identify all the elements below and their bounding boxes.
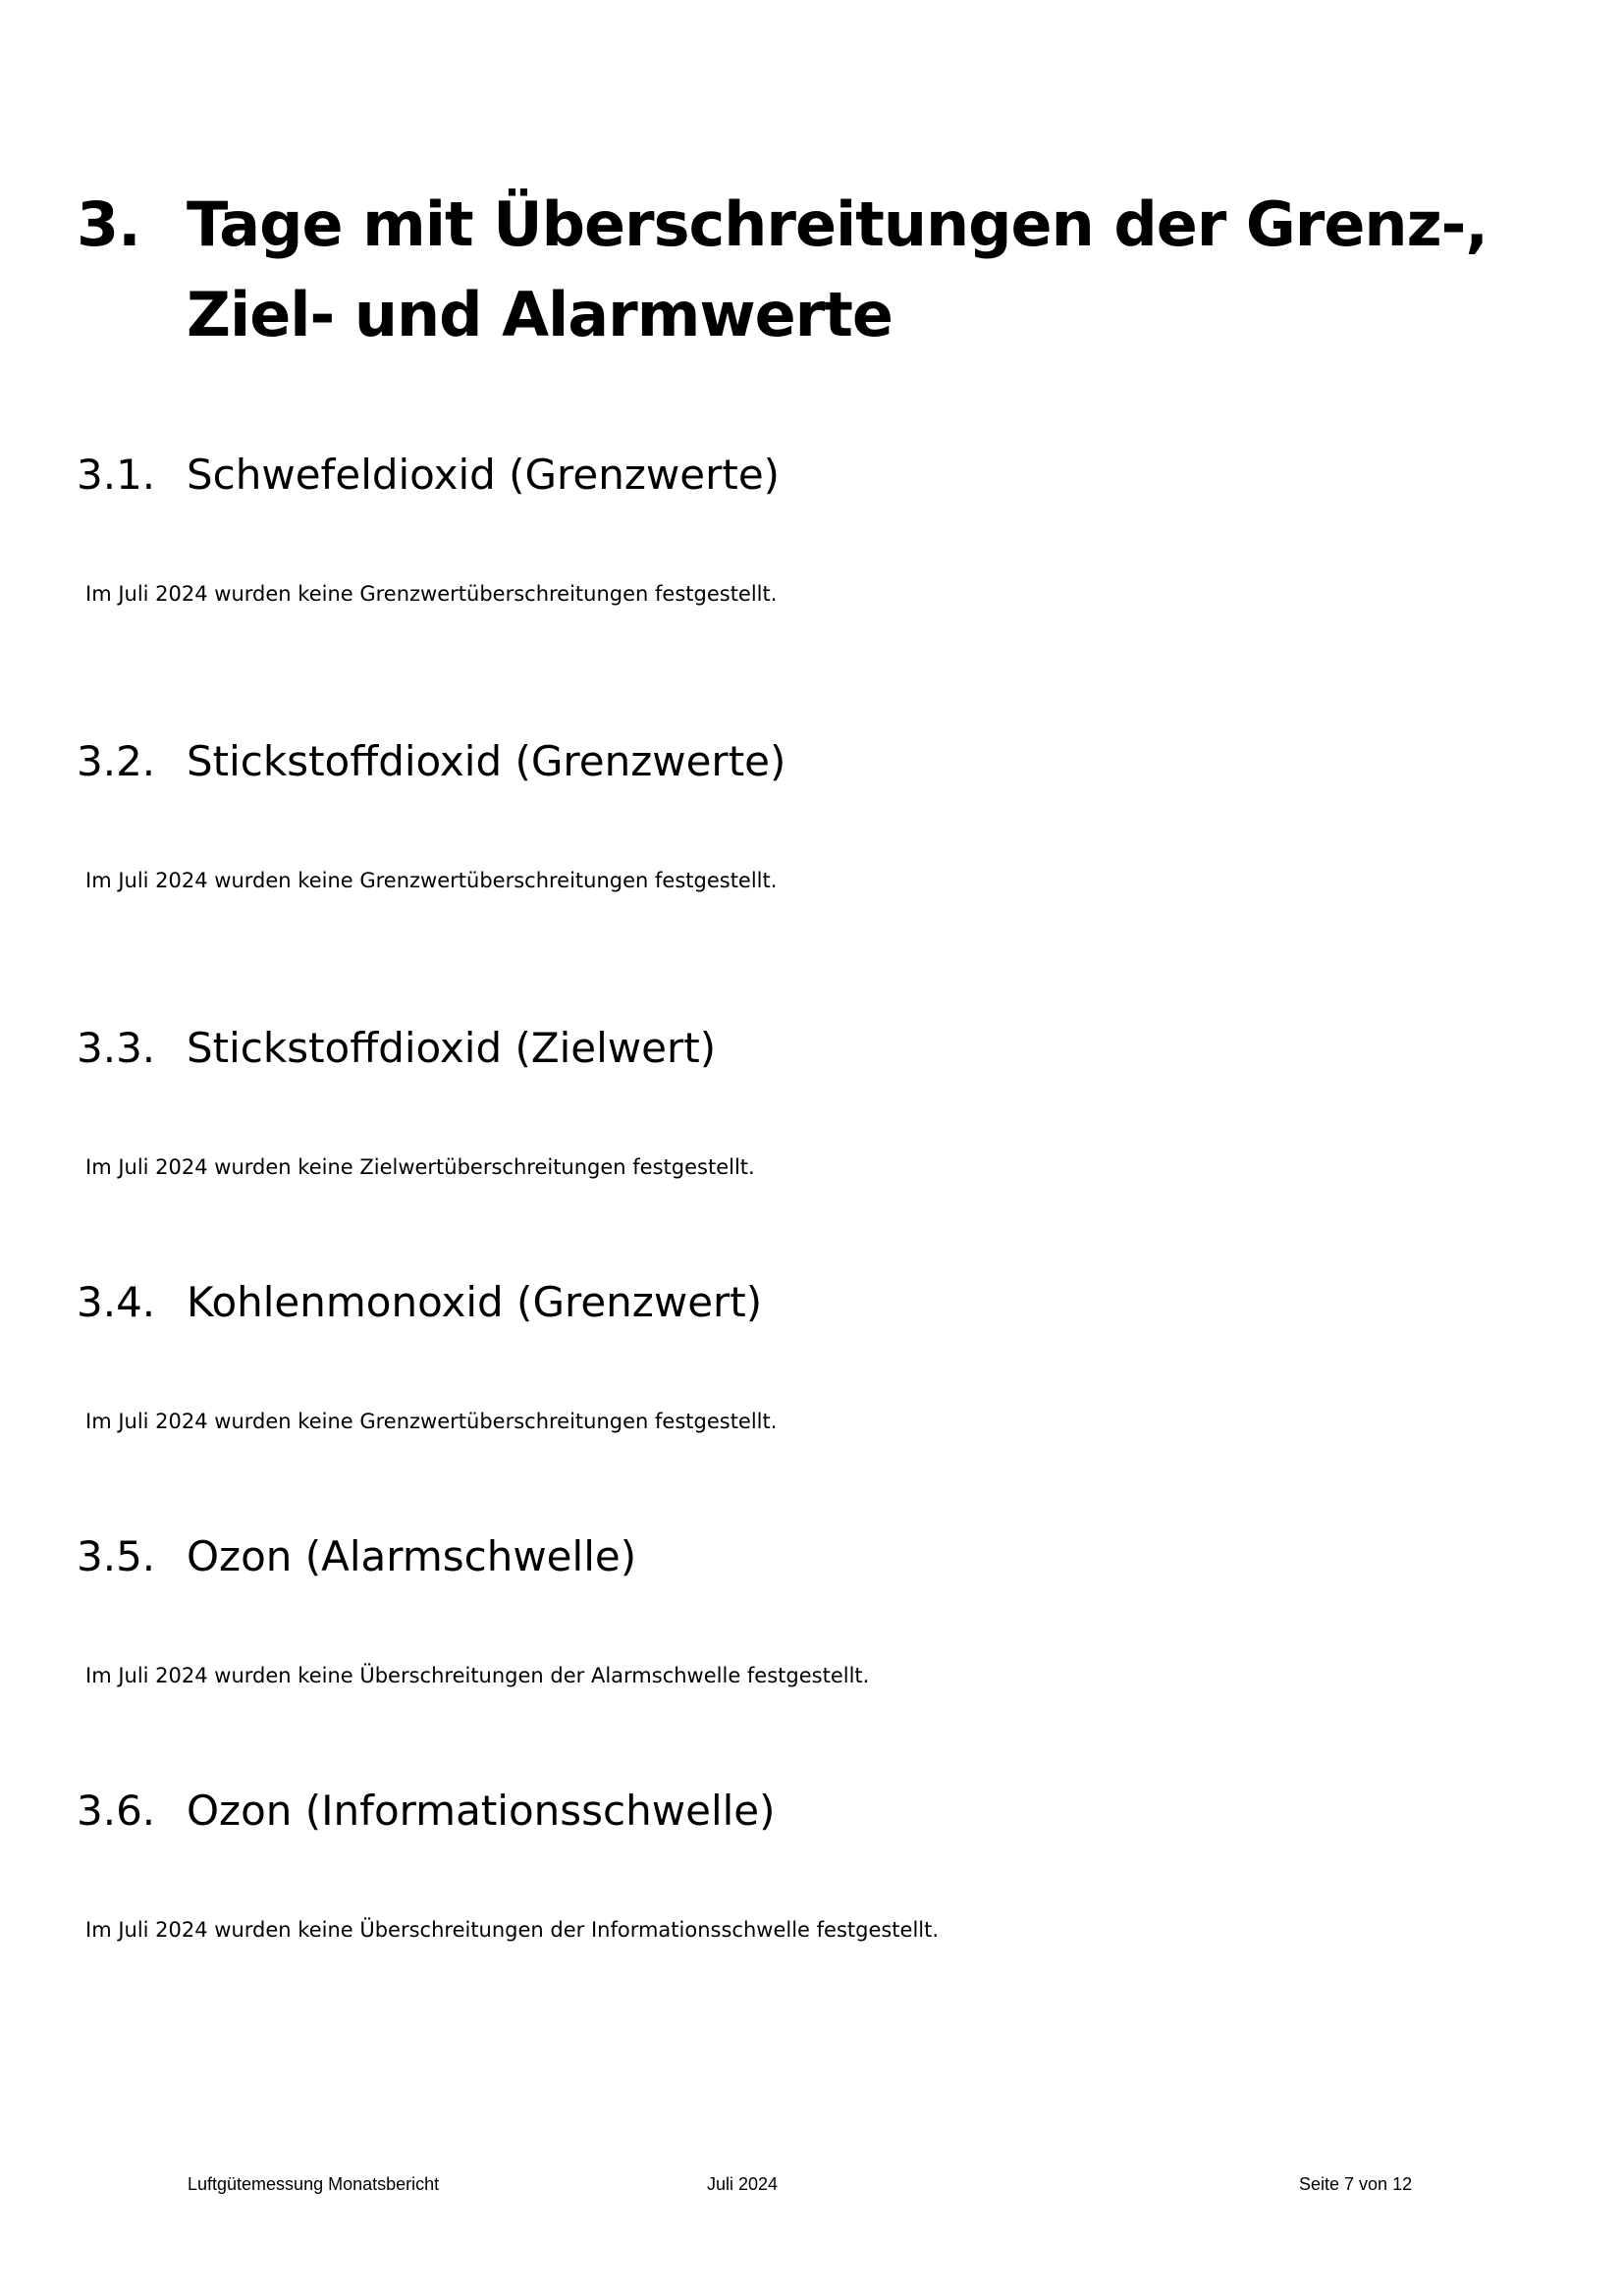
section-number: 3.4.	[77, 1278, 156, 1326]
section-title: Schwefeldioxid (Grenzwerte)	[187, 451, 781, 499]
section-number: 3.5.	[77, 1532, 156, 1580]
section-title: Kohlenmonoxid (Grenzwert)	[187, 1278, 763, 1326]
section-nitrogen-dioxide-target	[77, 1019, 1549, 1179]
section-heading	[77, 1527, 1549, 1586]
section-ozone-information	[77, 1782, 1549, 1942]
section-title: Stickstoffdioxid (Zielwert)	[187, 1024, 717, 1072]
section-heading	[77, 1019, 1549, 1078]
section-number: 3.3.	[77, 1024, 156, 1072]
section-heading	[77, 446, 1549, 505]
section-title: Ozon (Alarmschwelle)	[187, 1532, 637, 1580]
section-title: Ozon (Informationsschwelle)	[187, 1787, 776, 1835]
section-text: Im Juli 2024 wurden keine Grenzwertüberschreitungen festgestellt.	[85, 1410, 778, 1433]
section-number: 3.1.	[77, 451, 156, 499]
section-number: 3.6.	[77, 1787, 156, 1835]
section-title: Stickstoffdioxid (Grenzwerte)	[187, 737, 786, 785]
section-ozone-alarm	[77, 1527, 1549, 1687]
section-heading	[77, 1782, 1549, 1841]
section-text: Im Juli 2024 wurden keine Grenzwertüberschreitungen festgestellt.	[85, 582, 778, 606]
section-text: Im Juli 2024 wurden keine Zielwertüberschreitungen festgestellt.	[85, 1155, 755, 1179]
section-text: Im Juli 2024 wurden keine Überschreitungen der Alarmschwelle festgestellt.	[85, 1664, 870, 1687]
footer-month: Juli 2024	[707, 2174, 779, 2194]
section-nitrogen-dioxide-limit	[77, 732, 1549, 892]
section-heading	[77, 732, 1549, 791]
section-carbon-monoxide	[77, 1273, 1549, 1433]
section-number: 3.2.	[77, 737, 156, 785]
chapter-number: 3.	[77, 188, 140, 260]
section-sulfur-dioxide	[77, 446, 1549, 606]
footer-page-number: Seite 7 von 12	[1299, 2174, 1413, 2194]
section-text: Im Juli 2024 wurden keine Überschreitungen der Informationsschwelle festgestellt.	[85, 1918, 940, 1942]
chapter-title: Tage mit Überschreitungen der Grenz-, Ziel- und Alarmwerte	[187, 188, 1488, 350]
footer-report-title: Luftgütemessung Monatsbericht	[188, 2174, 440, 2194]
section-heading	[77, 1273, 1549, 1332]
section-text: Im Juli 2024 wurden keine Grenzwertüberschreitungen festgestellt.	[85, 869, 778, 892]
